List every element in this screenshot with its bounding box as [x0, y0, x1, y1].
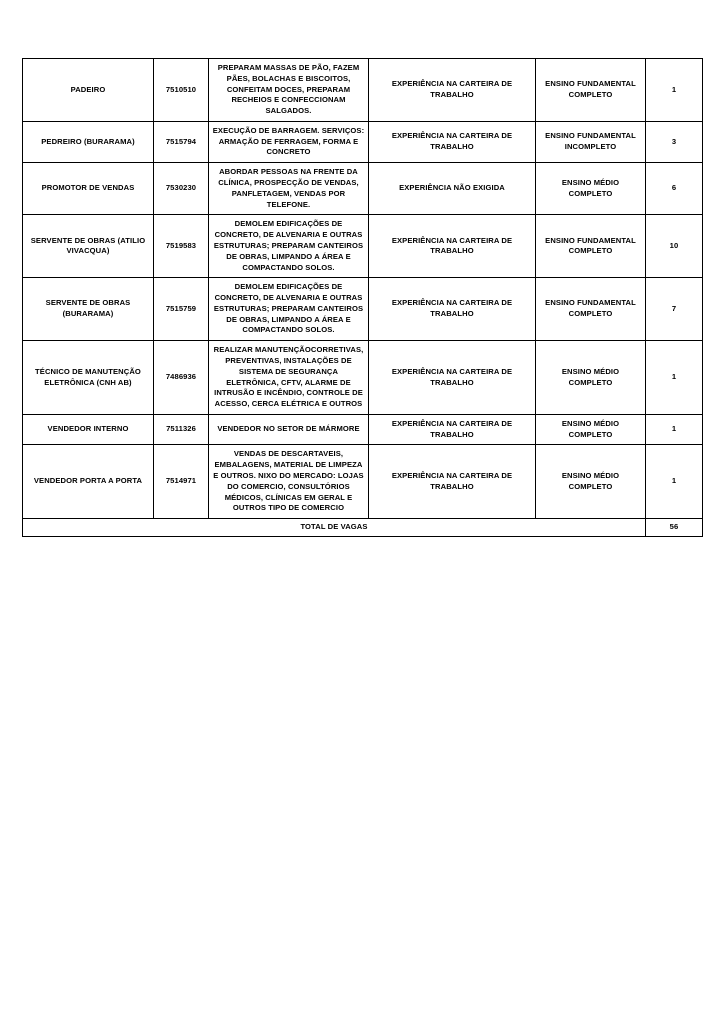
total-row — [23, 519, 703, 537]
education-cell: ENSINO MÉDIO COMPLETO — [536, 414, 646, 445]
table-row — [23, 341, 703, 415]
role-cell: SERVENTE DE OBRAS (ATILIO VIVACQUA) — [23, 215, 154, 278]
code-cell: 7511326 — [154, 414, 209, 445]
quantity-cell: 3 — [646, 121, 703, 162]
experience-cell: EXPERIÊNCIA NA CARTEIRA DE TRABALHO — [369, 59, 536, 122]
quantity-cell: 6 — [646, 163, 703, 215]
vacancy-table — [22, 58, 703, 537]
description-cell: VENDAS DE DESCARTAVEIS, EMBALAGENS, MATERIAL DE LIMPEZA E OUTROS. NIXO DO MERCADO: LOJAS DO COMERCIO, CONSULTÓRIOS MÉDICOS, CLÍNICAS EM GERAL E OUTROS TIPO DE COMERCIO — [209, 445, 369, 519]
code-cell: 7530230 — [154, 163, 209, 215]
quantity-cell: 10 — [646, 215, 703, 278]
role-cell: SERVENTE DE OBRAS (BURARAMA) — [23, 278, 154, 341]
quantity-cell: 1 — [646, 341, 703, 415]
experience-cell: EXPERIÊNCIA NA CARTEIRA DE TRABALHO — [369, 278, 536, 341]
table-row — [23, 121, 703, 162]
table-row — [23, 278, 703, 341]
code-cell: 7515794 — [154, 121, 209, 162]
role-cell: VENDEDOR PORTA A PORTA — [23, 445, 154, 519]
education-cell: ENSINO MÉDIO COMPLETO — [536, 163, 646, 215]
role-cell: PROMOTOR DE VENDAS — [23, 163, 154, 215]
experience-cell: EXPERIÊNCIA NA CARTEIRA DE TRABALHO — [369, 215, 536, 278]
quantity-cell: 1 — [646, 59, 703, 122]
total-value: 56 — [646, 519, 703, 537]
quantity-cell: 1 — [646, 445, 703, 519]
code-cell: 7510510 — [154, 59, 209, 122]
education-cell: ENSINO FUNDAMENTAL COMPLETO — [536, 59, 646, 122]
quantity-cell: 1 — [646, 414, 703, 445]
description-cell: ABORDAR PESSOAS NA FRENTE DA CLÍNICA, PROSPECÇÃO DE VENDAS, PANFLETAGEM, VENDAS POR TELEFONE. — [209, 163, 369, 215]
role-cell: VENDEDOR INTERNO — [23, 414, 154, 445]
code-cell: 7519583 — [154, 215, 209, 278]
description-cell: DEMOLEM EDIFICAÇÕES DE CONCRETO, DE ALVENARIA E OUTRAS ESTRUTURAS; PREPARAM CANTEIROS DE OBRAS, LIMPANDO A ÁREA E COMPACTANDO SOLOS. — [209, 278, 369, 341]
table-row — [23, 163, 703, 215]
experience-cell: EXPERIÊNCIA NÃO EXIGIDA — [369, 163, 536, 215]
experience-cell: EXPERIÊNCIA NA CARTEIRA DE TRABALHO — [369, 445, 536, 519]
experience-cell: EXPERIÊNCIA NA CARTEIRA DE TRABALHO — [369, 121, 536, 162]
total-label: TOTAL DE VAGAS — [23, 519, 646, 537]
table-row — [23, 445, 703, 519]
table-row — [23, 59, 703, 122]
education-cell: ENSINO MÉDIO COMPLETO — [536, 341, 646, 415]
table-row — [23, 414, 703, 445]
role-cell: PEDREIRO (BURARAMA) — [23, 121, 154, 162]
code-cell: 7515759 — [154, 278, 209, 341]
description-cell: REALIZAR MANUTENÇÃOCORRETIVAS, PREVENTIVAS, INSTALAÇÕES DE SISTEMA DE SEGURANÇA ELETRÔNICA, CFTV, ALARME DE INTRUSÃO E INCÊNDIO, CONTROLE DE ACESSO, CERCA ELÉTRICA E OUTROS — [209, 341, 369, 415]
education-cell: ENSINO FUNDAMENTAL INCOMPLETO — [536, 121, 646, 162]
table-row — [23, 215, 703, 278]
description-cell: VENDEDOR NO SETOR DE MÁRMORE — [209, 414, 369, 445]
description-cell: PREPARAM MASSAS DE PÃO, FAZEM PÃES, BOLACHAS E BISCOITOS, CONFEITAM DOCES, PREPARAM RECHEIOS E CONFECCIONAM SALGADOS. — [209, 59, 369, 122]
experience-cell: EXPERIÊNCIA NA CARTEIRA DE TRABALHO — [369, 414, 536, 445]
education-cell: ENSINO FUNDAMENTAL COMPLETO — [536, 215, 646, 278]
description-cell: DEMOLEM EDIFICAÇÕES DE CONCRETO, DE ALVENARIA E OUTRAS ESTRUTURAS; PREPARAM CANTEIROS DE OBRAS, LIMPANDO A ÁREA E COMPACTANDO SOLOS. — [209, 215, 369, 278]
quantity-cell: 7 — [646, 278, 703, 341]
description-cell: EXECUÇÃO DE BARRAGEM. SERVIÇOS: ARMAÇÃO DE FERRAGEM, FORMA E CONCRETO — [209, 121, 369, 162]
education-cell: ENSINO MÉDIO COMPLETO — [536, 445, 646, 519]
role-cell: TÉCNICO DE MANUTENÇÃO ELETRÔNICA (CNH AB) — [23, 341, 154, 415]
code-cell: 7486936 — [154, 341, 209, 415]
code-cell: 7514971 — [154, 445, 209, 519]
education-cell: ENSINO FUNDAMENTAL COMPLETO — [536, 278, 646, 341]
experience-cell: EXPERIÊNCIA NA CARTEIRA DE TRABALHO — [369, 341, 536, 415]
role-cell: PADEIRO — [23, 59, 154, 122]
